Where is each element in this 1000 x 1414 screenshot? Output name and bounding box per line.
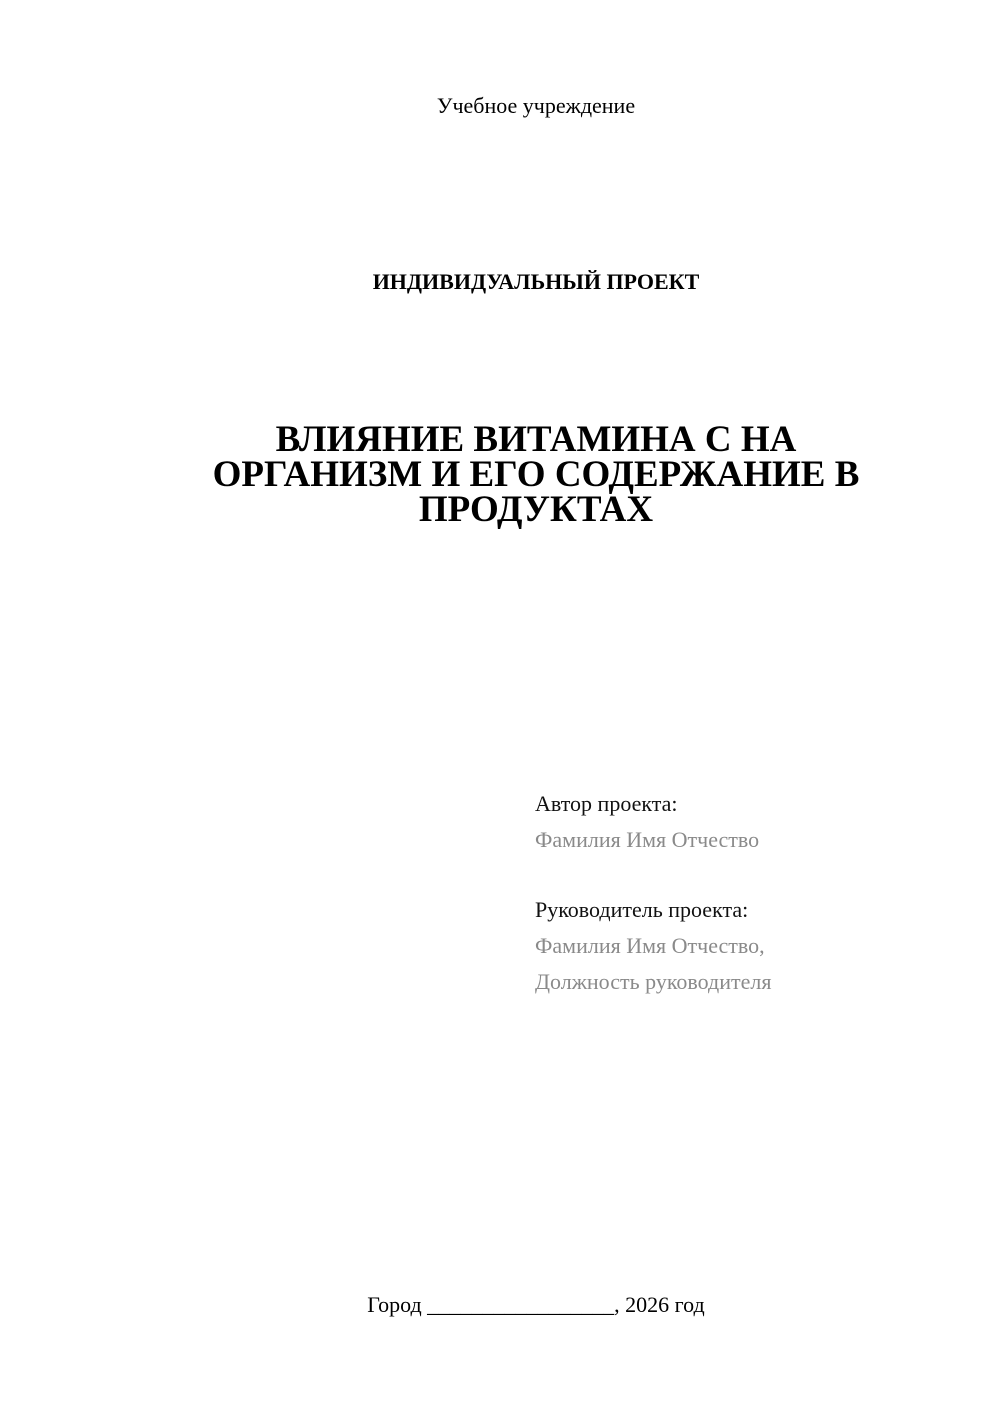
supervisor-position: Должность руководителя xyxy=(535,969,772,994)
supervisor-label: Руководитель проекта: xyxy=(535,897,749,922)
author-block xyxy=(535,786,955,858)
author-label: Автор проекта: xyxy=(535,791,678,816)
author-name: Фамилия Имя Отчество xyxy=(535,827,760,852)
project-type-heading: ИНДИВИДУАЛЬНЫЙ ПРОЕКТ xyxy=(372,269,700,294)
supervisor-block xyxy=(535,892,955,1000)
institution-name: Учебное учреждение xyxy=(436,93,636,118)
project-title-line-3: ПРОДУКТАХ xyxy=(418,489,654,530)
project-title-line-2: ОРГАНИЗМ И ЕГО СОДЕРЖАНИЕ В xyxy=(212,454,860,495)
project-title-line-1: ВЛИЯНИЕ ВИТАМИНА С НА xyxy=(275,419,797,460)
city-year-line: Город _________________, 2026 год xyxy=(367,1292,705,1317)
project-title xyxy=(150,419,922,530)
supervisor-name: Фамилия Имя Отчество, xyxy=(535,933,765,958)
